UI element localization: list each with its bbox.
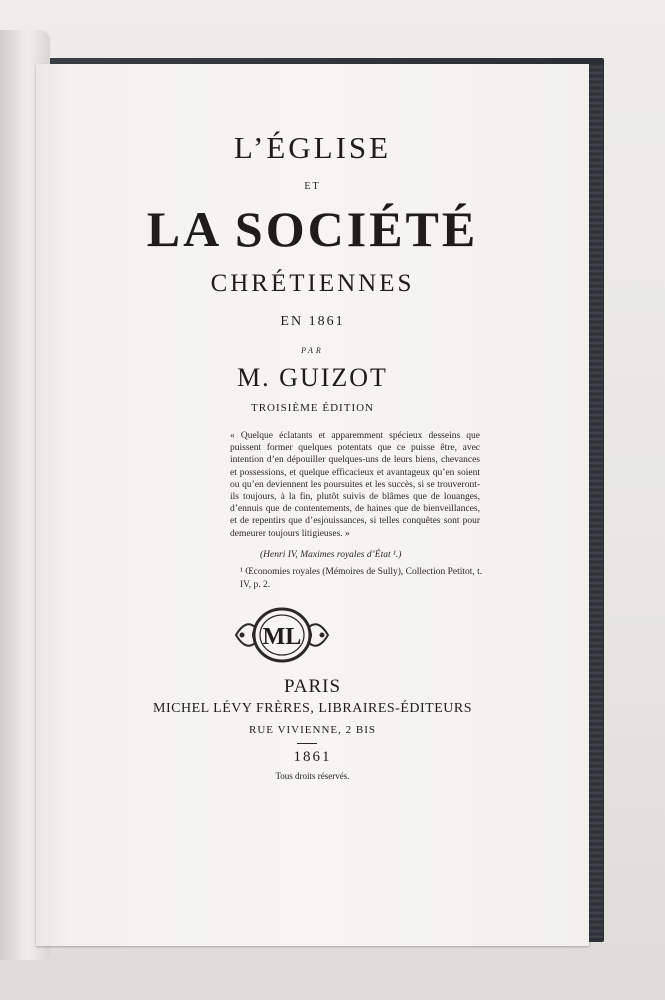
footnote: ¹ Œconomies royales (Mémoires de Sully), Collection Petitot, t. IV, p. 2. <box>240 567 483 590</box>
by-line: PAR <box>301 346 324 355</box>
publisher-address: RUE VIVIENNE, 2 BIS <box>249 724 376 736</box>
subtitle-year: EN 1861 <box>280 314 345 329</box>
epigraph-quote: « Quelque éclatants et apparemment spécieux desseins que puissent former quelques potentats que ce puisse être, avec intention d’en dépouiller quelques-uns de leurs biens, chevances et possessions, et quelque efficacieux et avantageux qu’en soient ou qu’en deviennent les poursuites et les succès, si se trouveront-ils toujours, à la fin, plutôt suivis de blâmes que de louanges, d’ennuis que de contentements, de haines que de bienveillances, et de repentirs que d’esjouissances, si telles conquêtes sont pour demeurer toujours litigieuses. » <box>230 431 480 539</box>
title-line-2: LA SOCIÉTÉ <box>146 201 479 257</box>
publisher-emblem-icon <box>232 604 332 666</box>
title-line-3: CHRÉTIENNES <box>210 270 415 297</box>
epigraph-source: (Henri IV, Maximes royales d’État ¹.) <box>260 550 402 560</box>
publisher-name: MICHEL LÉVY FRÈRES, LIBRAIRES-ÉDITEURS <box>153 701 472 716</box>
title-line-1: L’ÉGLISE <box>233 130 392 165</box>
divider <box>297 743 317 744</box>
author-name: M. GUIZOT <box>237 363 388 392</box>
title-page <box>36 64 589 946</box>
publication-year: 1861 <box>293 749 332 765</box>
title-conjunction: ET <box>304 181 321 192</box>
edition-label: TROISIÈME ÉDITION <box>250 402 374 414</box>
publication-city: PARIS <box>283 676 342 697</box>
emblem-monogram: ML <box>262 624 302 650</box>
rights-notice: Tous droits réservés. <box>275 771 350 781</box>
